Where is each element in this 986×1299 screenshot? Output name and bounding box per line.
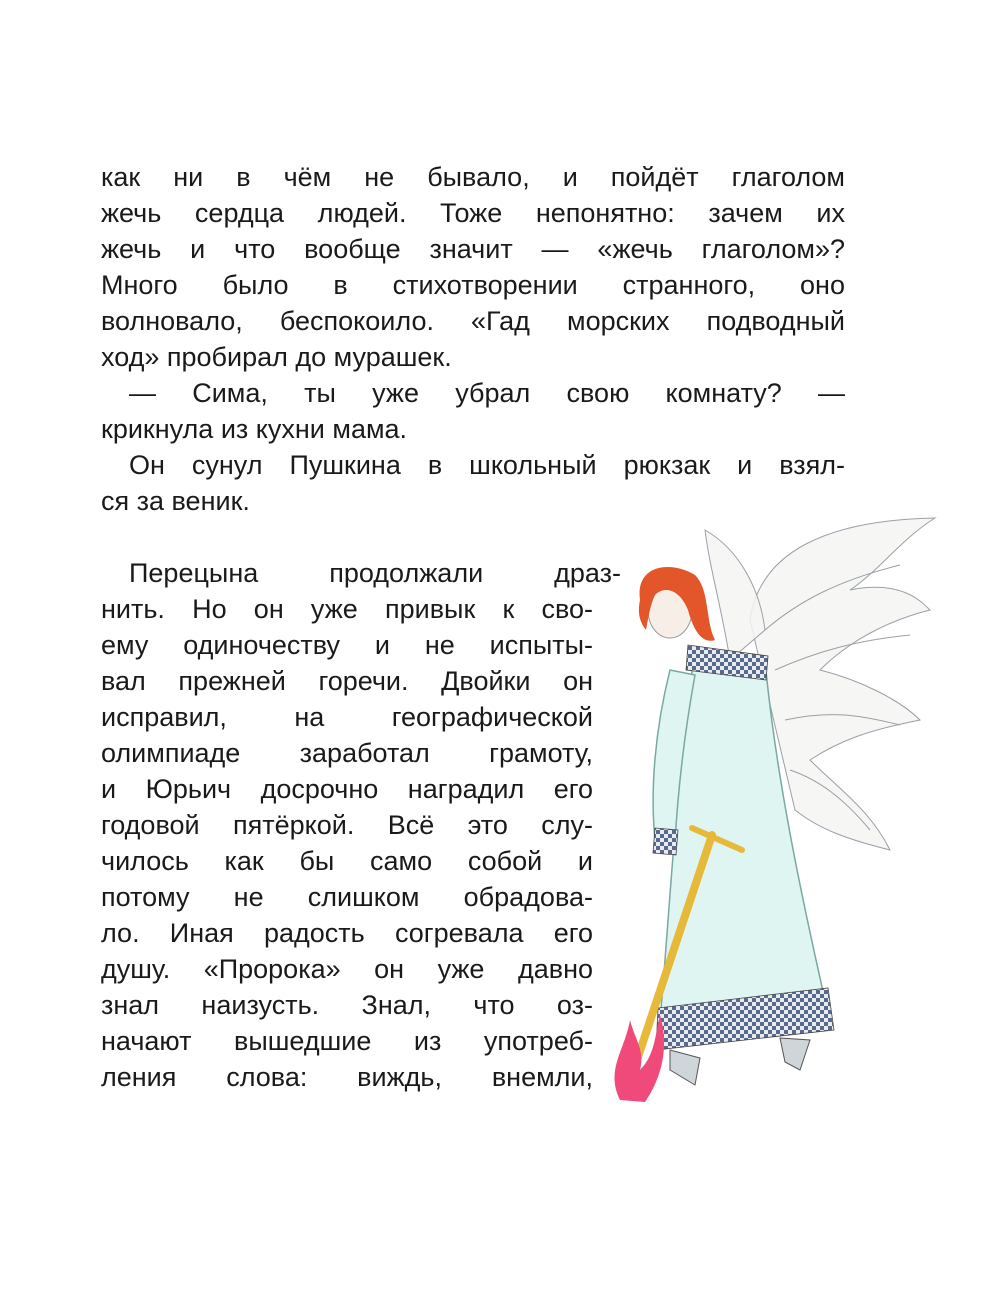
text-line: исправил, на географической xyxy=(101,702,593,732)
text-line: годовой пятёркой. Всё это слу- xyxy=(101,810,593,840)
text-line: ло. Иная радость согревала его xyxy=(101,918,593,948)
text-line: знал наизусть. Знал, что оз- xyxy=(101,990,593,1020)
text-line: ся за веник. xyxy=(101,486,250,516)
text-line: и Юрьич досрочно наградил его xyxy=(101,774,593,804)
text-line: олимпиаде заработал грамоту, xyxy=(101,738,593,768)
angel-illustration xyxy=(600,510,950,1110)
text-line: волновало, беспокоило. «Гад морских подводный xyxy=(101,306,845,336)
text-line: ления слова: виждь, внемли, xyxy=(101,1062,593,1092)
dialogue-line: — Сима, ты уже убрал свою комнату? — xyxy=(129,378,845,408)
text-line: как ни в чём не бывало, и пойдёт глаголом xyxy=(101,162,845,192)
text-line: потому не слишком обрадова- xyxy=(101,882,593,912)
text-line: вал прежней горечи. Двойки он xyxy=(101,666,593,696)
text-line: Много было в стихотворении странного, оно xyxy=(101,270,845,300)
text-line: чилось как бы само собой и xyxy=(101,846,593,876)
text-line: ход» пробирал до мурашек. xyxy=(101,342,452,372)
paragraph-start: Он сунул Пушкина в школьный рюкзак и взял- xyxy=(129,450,845,480)
text-line: ему одиночеству и не испыты- xyxy=(101,630,593,660)
text-line: жечь сердца людей. Тоже непонятно: зачем их xyxy=(101,198,845,228)
text-line: начают вышедшие из употреб- xyxy=(101,1026,593,1056)
text-line: жечь и что вообще значит — «жечь глаголом»? xyxy=(101,234,845,264)
paragraph-start: Перецына продолжали драз- xyxy=(129,558,621,588)
text-line: душу. «Пророка» он уже давно xyxy=(101,954,593,984)
text-line: нить. Но он уже привык к сво- xyxy=(101,594,593,624)
angel-with-sword-icon xyxy=(600,510,950,1110)
text-line: крикнула из кухни мама. xyxy=(101,414,408,444)
